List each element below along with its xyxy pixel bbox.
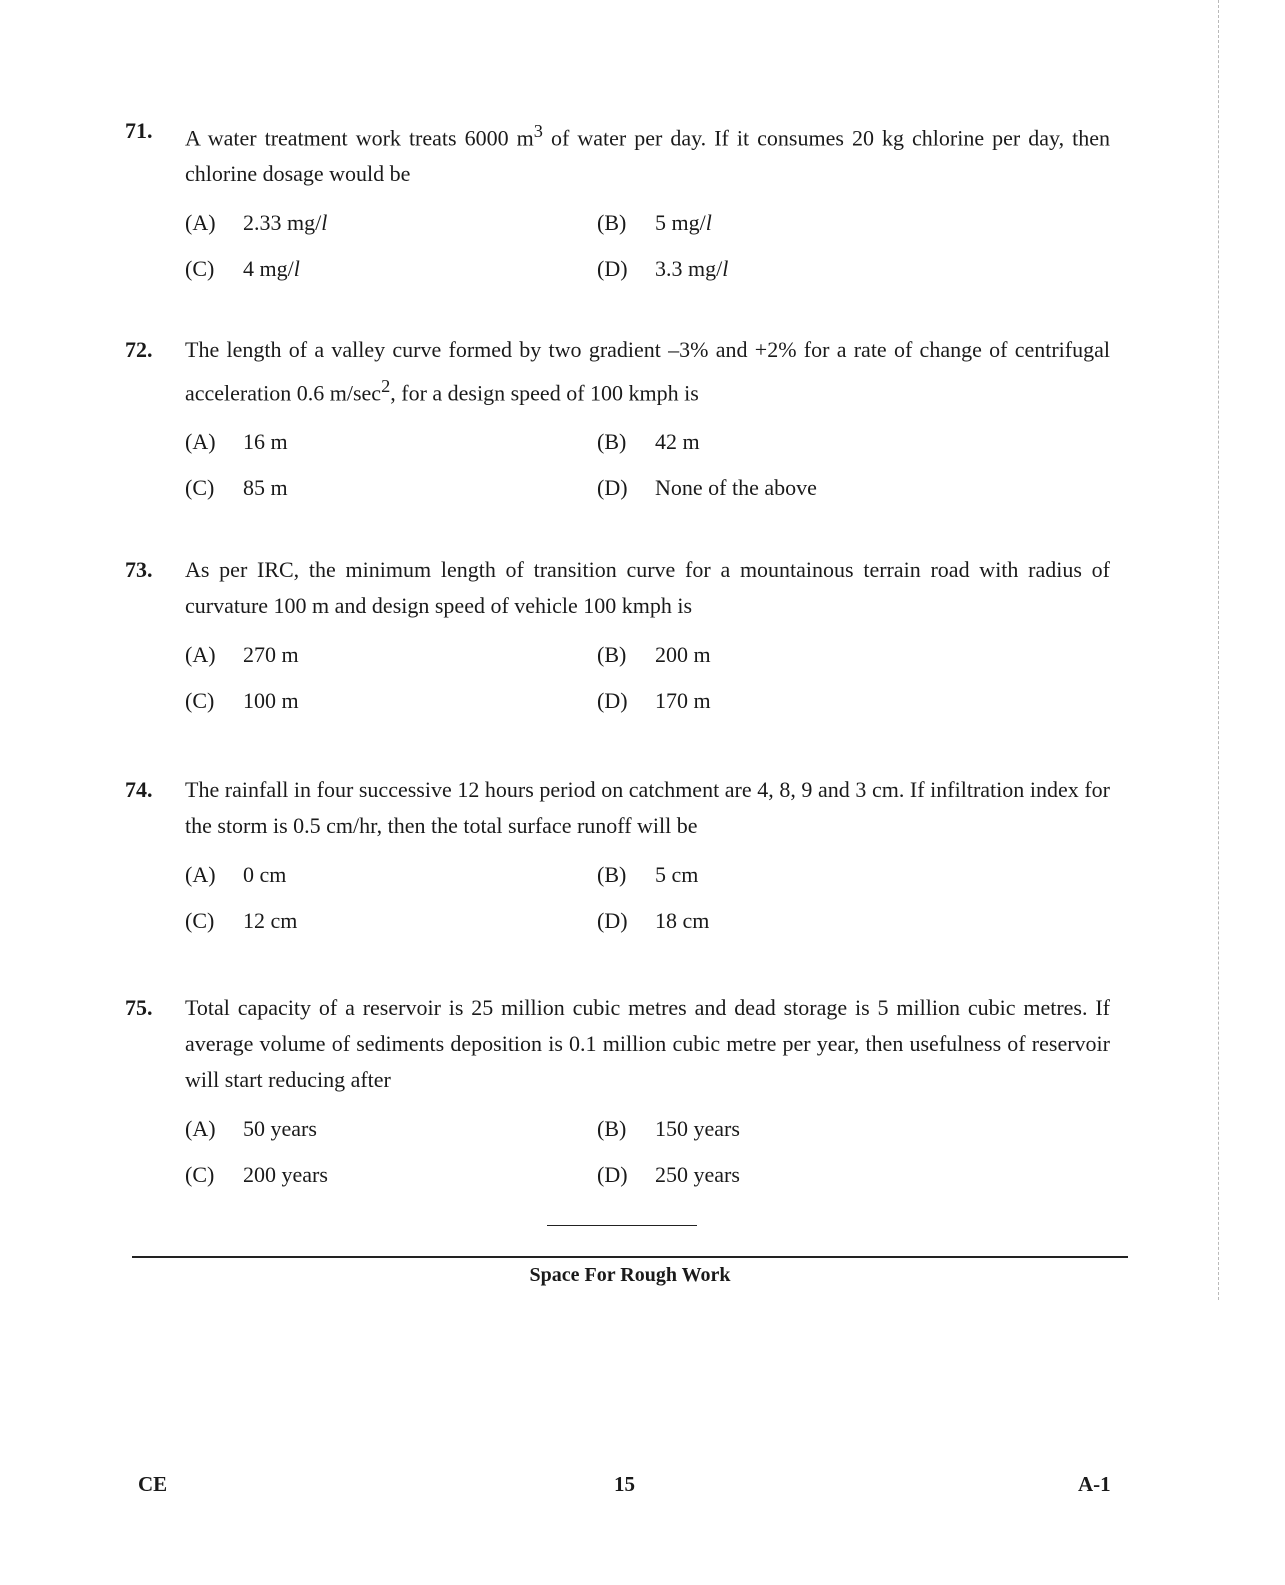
question-71 [125,113,1110,292]
question-text: The rainfall in four successive 12 hours period on catchment are 4, 8, 9 and 3 cm. If infiltration index for the storm is 0.5 cm/hr, then the total surface runoff will be [185,777,1110,838]
option-c: (C) 4 mg/l [185,251,597,287]
option-value: 4 mg/l [243,256,300,282]
option-d: (D) 250 years [597,1157,1009,1193]
option-b: (B) 150 years [597,1111,1009,1147]
option-c: (C) 200 years [185,1157,597,1193]
option-value: 5 cm [655,862,699,887]
rough-work-divider [132,1256,1128,1258]
options [185,419,1110,511]
question-75 [125,990,1110,1198]
options-row [185,852,1110,898]
options-row [185,419,1110,465]
option-value: 3.3 mg/l [655,256,729,282]
option-value: 170 m [655,688,711,713]
footer-subject-code: CE [138,1472,168,1496]
footer-series-code: A-1 [1078,1472,1111,1496]
question-number: 75. [125,995,153,1020]
options [185,632,1110,724]
option-d: (D) None of the above [597,470,1009,506]
question-number: 73. [125,557,153,582]
option-value: 200 years [243,1162,328,1187]
option-value: 50 years [243,1116,317,1141]
options-row [185,632,1110,678]
options-row [185,898,1110,944]
option-b: (B) 5 cm [597,857,1009,893]
options-row [185,678,1110,724]
option-b: (B) 200 m [597,637,1009,673]
option-d: (D) 3.3 mg/l [597,251,1009,287]
option-a: (A) 270 m [185,637,597,673]
option-value: None of the above [655,475,817,501]
options-row [185,246,1110,292]
option-c: (C) 100 m [185,683,597,719]
question-72 [125,332,1110,511]
question-73 [125,552,1110,724]
page-edge-line [1218,0,1219,1300]
options-row [185,465,1110,511]
option-value: 0 cm [243,862,287,887]
rough-work-label: Space For Rough Work [529,1264,731,1286]
question-74 [125,772,1110,944]
option-value: 16 m [243,429,288,455]
question-number: 71. [125,118,153,143]
end-divider [547,1225,697,1226]
option-value: 85 m [243,475,288,501]
options [185,200,1110,292]
option-b: (B) 42 m [597,424,1009,460]
options [185,1106,1110,1198]
option-value: 150 years [655,1116,740,1141]
option-value: 18 cm [655,908,710,933]
option-a: (A) 0 cm [185,857,597,893]
page-number: 15 [614,1472,635,1496]
option-value: 12 cm [243,908,298,933]
question-text: As per IRC, the minimum length of transition curve for a mountainous terrain road with radius of curvature 100 m and design speed of vehicle 100 kmph is [185,557,1110,618]
options [185,852,1110,944]
option-c: (C) 85 m [185,470,597,506]
question-text: Total capacity of a reservoir is 25 million cubic metres and dead storage is 5 million cubic metres. If average volume of sediments deposition is 0.1 million cubic metre per year, then usefulness of reservoir will start reducing after [185,995,1110,1092]
question-number: 74. [125,777,153,802]
options-row [185,1106,1110,1152]
options-row [185,200,1110,246]
option-c: (C) 12 cm [185,903,597,939]
option-value: 200 m [655,642,711,667]
question-text: The length of a valley curve formed by two gradient –3% and +2% for a rate of change of centrifugal acceleration 0.6 $m/\sec^2$, for a design speed of 100 kmph is [185,337,1110,406]
option-d: (D) 170 m [597,683,1009,719]
option-value: 250 years [655,1162,740,1187]
option-b: (B) 5 mg/l [597,205,1009,241]
options-row [185,1152,1110,1198]
option-a: (A) 50 years [185,1111,597,1147]
option-d: (D) 18 cm [597,903,1009,939]
option-value: 270 m [243,642,299,667]
question-text: A water treatment work treats 6000 $m^3$ of water per day. If it consumes 20 kg chlorine per day, then chlorine dosage would be [185,121,1110,187]
option-a: (A) 16 m [185,424,597,460]
question-number: 72. [125,337,153,362]
option-value: 5 mg/l [655,210,712,236]
option-a: (A) 2.33 mg/l [185,205,597,241]
option-value: 42 m [655,429,700,455]
option-value: 2.33 mg/l [243,210,328,236]
option-value: 100 m [243,688,299,713]
